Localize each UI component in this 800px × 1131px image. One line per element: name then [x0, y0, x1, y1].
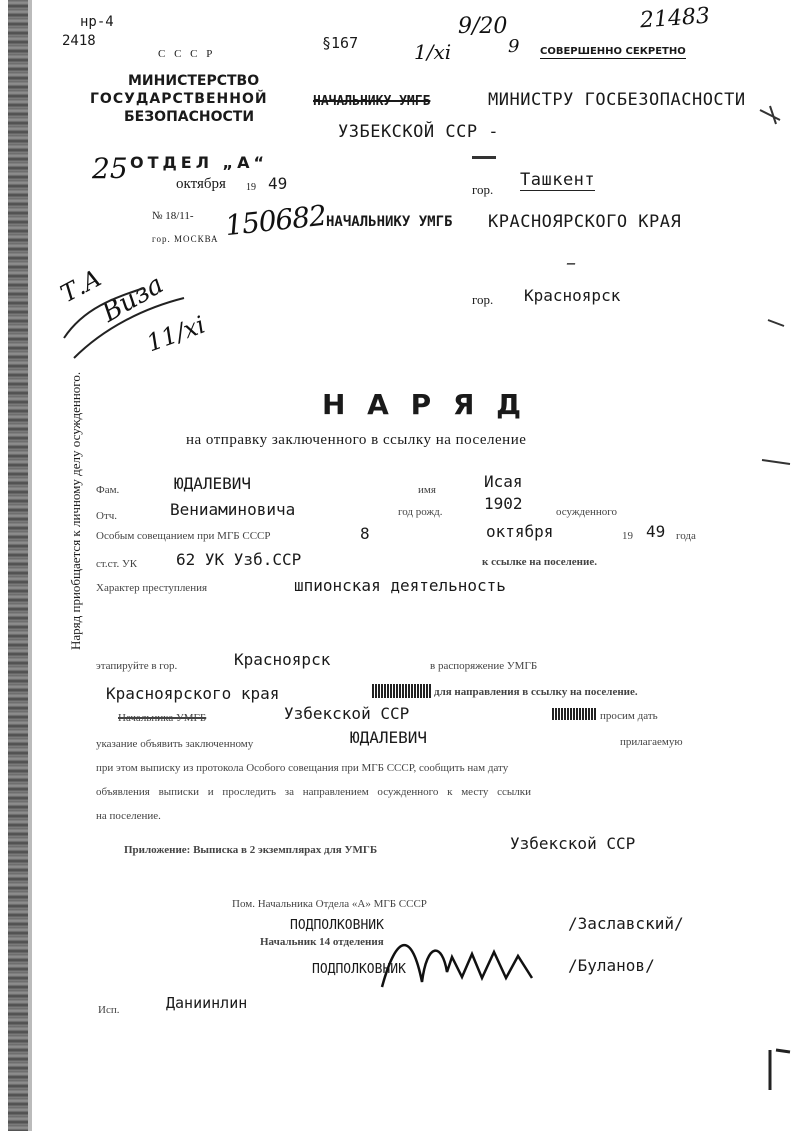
- name-label: имя: [418, 484, 436, 496]
- executor-name: Даниинлин: [166, 994, 248, 1012]
- name-value: Исая: [484, 472, 523, 491]
- addressee-2-city-label: гор.: [472, 292, 494, 307]
- announce-text: указание объявить заключенному: [96, 738, 254, 750]
- city-moscow: гор. МОСКВА: [152, 234, 219, 244]
- article-value: 62 УК Узб.ССР: [176, 550, 302, 569]
- document-subtitle: на отправку заключенного в ссылку на поселение: [186, 432, 527, 448]
- surname-value: ЮДАЛЕВИЧ: [174, 474, 252, 493]
- signer-2-position: Начальник 14 отделения: [260, 936, 384, 948]
- handwritten-day: 25: [92, 152, 128, 185]
- handwritten-mark-b: 9: [508, 36, 520, 57]
- body-line-5: объявления выписки и проследить за направлением осужденного к месту ссылки: [96, 786, 532, 798]
- signer-2-rank: ПОДПОЛКОВНИК: [312, 962, 406, 977]
- body-line-4: при этом выписку из протокола Особого совещания при МГБ СССР, сообщить нам дату: [96, 762, 509, 774]
- signature-scribble: [372, 912, 562, 1002]
- marginal-note-2: Виза: [96, 269, 169, 329]
- secret-stamp: СОВЕРШЕННО СЕКРЕТНО: [540, 46, 686, 57]
- handwritten-mark-a: 9/20: [458, 14, 508, 39]
- corner-code: нр-4: [80, 14, 114, 30]
- signer-1-rank: ПОДПОЛКОВНИК: [290, 918, 384, 933]
- convicted-label: осужденного: [556, 506, 617, 518]
- body-line-6: на поселение.: [96, 810, 161, 822]
- year-value: 49: [646, 522, 666, 541]
- marginal-scribble: [54, 268, 204, 368]
- region-value: Красноярского края: [106, 684, 280, 703]
- executor-label: Исп.: [98, 1004, 120, 1016]
- stage-city: Красноярск: [234, 650, 331, 669]
- scan-edge-shadow: [8, 0, 28, 1131]
- direction-text: для направления в ссылку на поселение.: [434, 686, 638, 698]
- scan-edge-line: [28, 0, 32, 1131]
- struck-block: [372, 684, 432, 698]
- year-prefix: 19: [622, 530, 633, 542]
- patronymic-label: Отч.: [96, 510, 118, 522]
- crime-value: шпионская деятельность: [294, 576, 506, 595]
- signer-1-name: /Заславский/: [568, 914, 684, 933]
- month-value: октября: [486, 522, 554, 541]
- ask-text: просим дать: [600, 710, 658, 722]
- addressee-1-city-label: гор.: [472, 182, 494, 197]
- article-label: ст.ст. УК: [96, 558, 138, 570]
- struck-addressee: НАЧАЛЬНИКУ УМГБ: [313, 94, 431, 109]
- appendix-target: Узбекской ССР: [510, 834, 636, 853]
- date-month: октября: [176, 176, 226, 192]
- birth-label: год рожд.: [398, 506, 443, 518]
- addressee-2-line-2: КРАСНОЯРСКОГО КРАЯ: [488, 212, 682, 232]
- birth-value: 1902: [484, 494, 523, 513]
- document-number: §167: [322, 34, 359, 52]
- addressee-1-line-2: УЗБЕКСКОЙ ССР -: [338, 122, 500, 142]
- attached-text: прилагаемую: [620, 736, 683, 748]
- addressee-1-line-1: МИНИСТРУ ГОСБЕЗОПАСНОСТИ: [488, 90, 746, 110]
- stage-label: этапируйте в гор.: [96, 660, 178, 672]
- handwritten-date: 1/xi: [414, 40, 452, 64]
- date-year: 49: [268, 174, 288, 193]
- ministry-line-1: МИНИСТЕРСТВО: [128, 73, 260, 89]
- marginal-note-1: Т.А: [55, 263, 106, 309]
- signer-2-name: /Буланов/: [568, 956, 655, 975]
- document-title: Н А Р Я Д: [322, 388, 528, 421]
- osso-label: Особым совещанием при МГБ СССР: [96, 530, 271, 542]
- corner-number: 2418: [62, 33, 96, 49]
- patronymic-value: Вениаминовича: [170, 500, 296, 519]
- handwritten-number: 150682: [223, 198, 328, 243]
- addressee-1-city: Ташкент: [520, 170, 596, 190]
- addressee-2-dash: –: [566, 250, 576, 274]
- signer-1-position: Пом. Начальника Отдела «А» МГБ СССР: [232, 898, 427, 910]
- addressee-dash: [472, 156, 496, 159]
- outgoing-number-label: № 18/11-: [152, 210, 194, 222]
- uzb-value: Узбекской ССР: [284, 704, 410, 723]
- prisoner-name: ЮДАЛЕВИЧ: [350, 728, 428, 747]
- ministry-line-2: ГОСУДАРСТВЕННОЙ: [90, 91, 268, 107]
- marginal-note-3: 11/xi: [143, 310, 209, 358]
- addressee-2-city: Красноярск: [524, 286, 621, 305]
- crime-label: Характер преступления: [96, 582, 208, 594]
- year-suffix: года: [676, 530, 696, 542]
- exile-label: к ссылке на поселение.: [482, 556, 597, 568]
- addressee-2-line-1: НАЧАЛЬНИКУ УМГБ: [326, 214, 453, 230]
- date-year-prefix: 19: [246, 182, 256, 193]
- disposal-text: в распоряжение УМГБ: [430, 660, 538, 672]
- struck-head: Начальника УМГБ: [118, 712, 207, 724]
- handwritten-mark-c: 21483: [639, 3, 711, 34]
- appendix-text: Приложение: Выписка в 2 экземплярах для УМГБ: [124, 844, 378, 856]
- country-label: С С С Р: [158, 48, 216, 60]
- vertical-margin-note: Наряд приобщается к личному делу осужденного.: [68, 371, 83, 650]
- surname-label: Фам.: [96, 484, 120, 496]
- department-label: ОТДЕЛ „А“: [130, 153, 268, 172]
- struck-block-2: [552, 708, 596, 720]
- day-value: 8: [360, 524, 370, 543]
- right-edge-artifacts: [740, 90, 800, 1090]
- ministry-line-3: БЕЗОПАСНОСТИ: [124, 109, 255, 125]
